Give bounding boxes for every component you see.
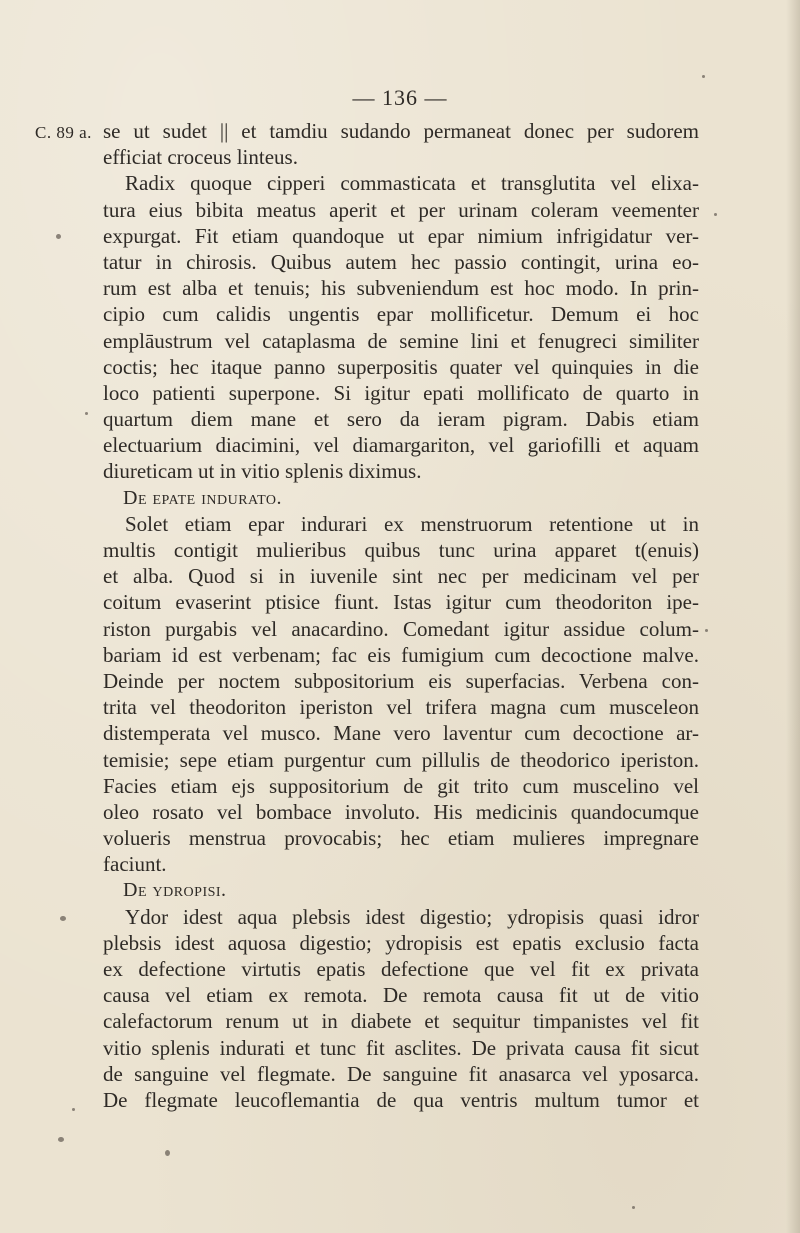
body-text [103, 118, 699, 1113]
text-line: volueris menstrua provocabis; hec etiam mulieres impregnare [103, 826, 699, 851]
text-line: tatur in chirosis. Quibus autem hec passio contingit, urina eo- [103, 249, 699, 274]
text-line: bariam id est verbenam; fac eis fumigium cum decoctione malve. [103, 642, 699, 667]
paper-speck [72, 1108, 75, 1111]
text-line: vitio splenis indurati et tunc fit asclites. De privata causa fit sicut [103, 1035, 699, 1060]
paper-speck [60, 916, 66, 921]
text-line: multis contigit mulieribus quibus tunc urina apparet t(enuis) [103, 538, 699, 562]
text-line: coctis; hec itaque panno superpositis quater vel quinquies in die [103, 354, 699, 379]
paragraph-block-3 [103, 904, 699, 1114]
section-heading-ydropisi: De ydropisi. [123, 879, 227, 902]
text-line: temisie; sepe etiam purgentur cum pillulis de theodorico iperiston. [103, 747, 699, 772]
text-line: cipio cum calidis ungentis epar mollificetur. Demum ei hoc [103, 302, 699, 327]
text-line: Ydor idest aqua plebsis idest digestio; ydropisis quasi idror [125, 904, 699, 929]
text-line: de sanguine vel flegmate. De sanguine fit anasarca vel yposarca. [103, 1061, 699, 1086]
text-line: plebsis idest aquosa digestio; ydropisis est epatis exclusio facta [103, 930, 699, 955]
text-line: De flegmate leucoflemantia de qua ventris multum tumor et [103, 1087, 699, 1112]
text-line: loco patienti superpone. Si igitur epati mollificato de quarto in [103, 380, 699, 405]
text-line: Radix quoque cipperi commasticata et transglutita vel elixa- [125, 171, 699, 196]
paper-speck [714, 213, 717, 216]
text-line: se ut sudet || et tamdiu sudando permaneat donec per sudorem [103, 119, 699, 143]
text-line: riston purgabis vel anacardino. Comedant igitur assidue colum- [103, 616, 699, 641]
text-line: faciunt. [103, 852, 167, 877]
paper-speck [702, 75, 705, 78]
paragraph-block-1 [103, 118, 699, 485]
paper-speck [85, 412, 88, 415]
page-edge-shadow [786, 0, 800, 1233]
paragraph-block-2 [103, 511, 699, 878]
text-line: coitum evaserint ptisice fiunt. Istas igitur cum theodoriton ipe- [103, 590, 699, 615]
text-line: quartum diem mane et sero da ieram pigram. Dabis etiam [103, 407, 699, 432]
text-line: causa vel etiam ex remota. De remota causa fit ut de vitio [103, 983, 699, 1008]
text-line: distemperata vel musco. Mane vero laventur cum decoctione ar- [103, 721, 699, 746]
margin-reference: C. 89 a. [35, 123, 92, 142]
text-line: Solet etiam epar indurari ex menstruorum retentione ut in [125, 511, 699, 536]
text-line: oleo rosato vel bombace involuto. His medicinis quandocumque [103, 799, 699, 824]
text-line: et alba. Quod si in iuvenile sint nec per medicinam vel per [103, 564, 699, 589]
text-line: diureticam ut in vitio splenis diximus. [103, 459, 422, 484]
text-line: ex defectione virtutis epatis defectione que vel fit ex privata [103, 957, 699, 981]
text-line: expurgat. Fit etiam quandoque ut epar nimium infrigidatur ver- [103, 223, 699, 248]
text-line: trita vel theodoriton iperiston vel trifera magna cum musceleon [103, 695, 699, 720]
text-line: calefactorum renum ut in diabete et sequitur timpanistes vel fit [103, 1009, 699, 1034]
text-line: Facies etiam ejs suppositorium de git trito cum muscelino vel [103, 773, 699, 798]
paper-speck [705, 629, 708, 632]
page-number: — 136 — [352, 85, 448, 110]
paper-speck [632, 1206, 635, 1209]
paper-speck [56, 234, 61, 239]
paper-speck [58, 1137, 64, 1142]
text-line: emplāustrum vel cataplasma de semine lini et fenugreci similiter [103, 328, 699, 353]
text-line: electuarium diacimini, vel diamargariton, vel gariofilli et aquam [103, 433, 699, 458]
paper-speck [165, 1150, 170, 1156]
text-line: rum est alba et tenuis; his subveniendum est hoc modo. In prin- [103, 276, 699, 301]
text-line: efficiat croceus linteus. [103, 145, 298, 170]
text-line: tura eius bibita meatus aperit et per urinam coleram veementer [103, 197, 699, 222]
text-line: Deinde per noctem subpositorium eis superfacias. Verbena con- [103, 668, 699, 693]
section-heading-epate-indurato: De epate indurato. [123, 486, 283, 509]
